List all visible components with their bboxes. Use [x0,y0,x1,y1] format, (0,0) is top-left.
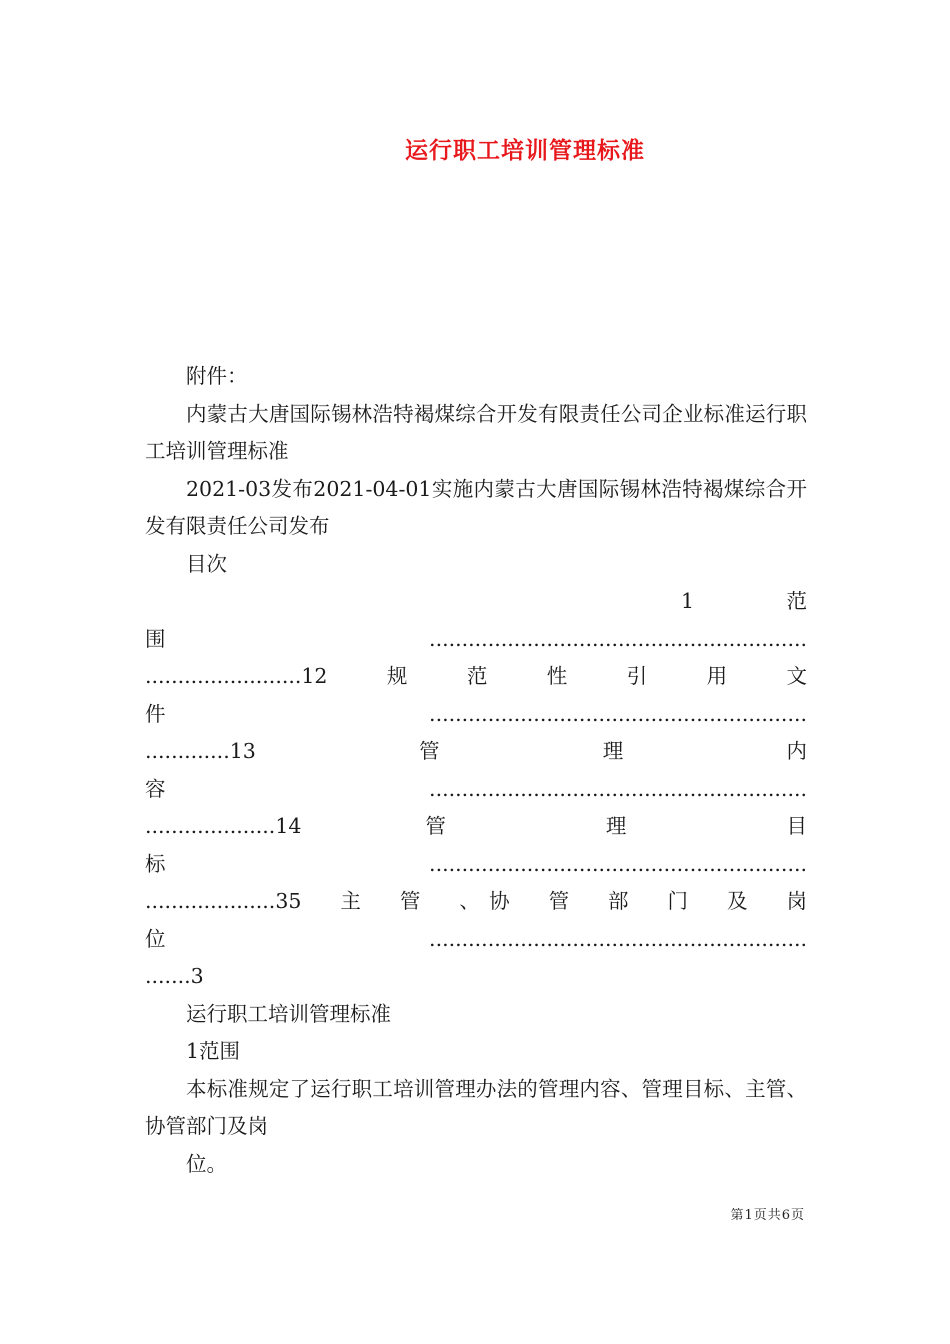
toc-line: 1 范 [681,589,807,613]
release-info-paragraph: 2021-03发布2021-04-01实施内蒙古大唐国际锡林浩特褐煤综合开发有限责任公司发布 [145,476,807,538]
scope-paragraph-end: 位。 [186,1151,227,1176]
toc-line: ....................14 管 理 目 [145,814,807,838]
toc-line: 件.......................................................... [145,701,807,726]
toc-line: 位.......................................................... [145,926,807,951]
toc-line: 容.......................................................... [145,776,807,801]
toc-heading: 目次 [186,551,227,576]
toc-line: 标.......................................................... [145,851,807,876]
toc-line: 围.......................................................... [145,626,807,651]
scope-paragraph: 本标准规定了运行职工培训管理办法的管理内容、管理目标、主管、协管部门及岗 [145,1076,807,1138]
section-title: 运行职工培训管理标准 [186,1001,391,1026]
attachment-label: 附件： [186,364,248,388]
document-body [145,358,807,1183]
toc-line: .............13 管 理 内 [145,739,807,763]
toc-line: ........................12 规 范 性 引 用 文 [145,664,807,688]
standard-name-paragraph: 内蒙古大唐国际锡林浩特褐煤综合开发有限责任公司企业标准运行职工培训管理标准 [145,401,807,463]
section-heading-scope: 1范围 [186,1039,241,1063]
toc-line: .......3 [145,964,204,988]
document-title: 运行职工培训管理标准 [405,137,645,164]
table-of-contents [145,583,807,996]
page-number-footer: 第1页共6页 [730,1208,805,1223]
toc-line: ....................35 主 管 、协 管 部 门 及 岗 [145,889,807,913]
